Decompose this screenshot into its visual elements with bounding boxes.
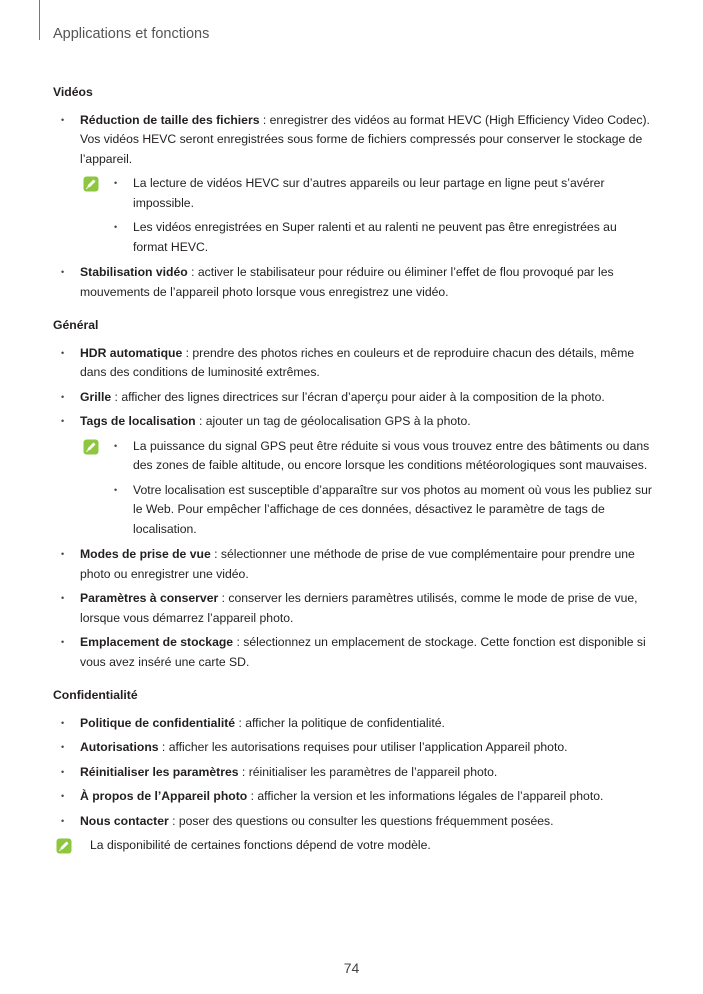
item-term: Stabilisation vidéo [80, 265, 188, 279]
list-item [53, 111, 653, 170]
item-desc: : ajouter un tag de géolocalisation GPS à la photo. [195, 414, 471, 428]
item-term: Modes de prise de vue [80, 547, 211, 561]
item-desc: : sélectionnez un emplacement de stockage. Cette fonction est disponible si vous avez inséré une carte SD. [80, 635, 646, 669]
item-desc: : afficher la version et les informations légales de l’appareil photo. [247, 789, 604, 803]
item-desc: : conserver les derniers paramètres utilisés, comme le mode de prise de vue, lorsque vous démarrez l’appareil photo. [80, 591, 638, 625]
videos-list [53, 111, 653, 170]
item-term: Emplacement de stockage [80, 635, 234, 649]
note-item: • La lecture de vidéos HEVC sur d’autres appareils ou leur partage en ligne peut s’avérer impossible. [106, 174, 653, 213]
item-desc: : enregistrer des vidéos au format HEVC (High Efficiency Video Codec). Vos vidéos HEVC seront enregistrées sous forme de fichiers compressés pour conserver le stockage de l’appareil. [80, 112, 650, 166]
list-item [53, 812, 653, 832]
videos-list-2 [53, 263, 653, 302]
main-content [53, 83, 653, 862]
note-box [53, 174, 653, 257]
list-item [53, 787, 653, 807]
item-term: Paramètres à conserver [80, 591, 219, 605]
list-item [53, 589, 653, 628]
note-item: • La puissance du signal GPS peut être réduite si vous vous trouvez entre des bâtiments ou dans des zones de faible altitude, ou encore lorsque les conditions météorologiques sont mauvaises. [106, 437, 653, 476]
note-box [53, 437, 653, 540]
list-item [53, 545, 653, 584]
list-item [53, 714, 653, 734]
general-list-2 [53, 545, 653, 672]
section-title-general: Général [53, 318, 99, 332]
item-term: Nous contacter [80, 813, 169, 828]
item-term: À propos de l’Appareil photo [80, 789, 248, 803]
item-desc: : activer le stabilisateur pour réduire ou éliminer l’effet de flou provoqué par les mouvements de l’appareil photo lorsque vous enregistrez une vidéo. [80, 265, 614, 299]
note-icon [56, 838, 72, 854]
note-icon [83, 176, 99, 192]
note-icon [83, 439, 99, 455]
list-item [53, 738, 653, 758]
footer-note-text: La disponibilité de certaines fonctions dépend de votre modèle. [90, 838, 431, 852]
item-desc: : réinitialiser les paramètres de l’appareil photo. [238, 764, 498, 779]
section-title-videos: Vidéos [53, 85, 93, 99]
page-header: Applications et fonctions [53, 26, 210, 42]
list-item [53, 263, 653, 302]
item-desc: : afficher des lignes directrices sur l’écran d’aperçu pour aider à la composition de la photo. [111, 389, 605, 404]
item-desc: : prendre des photos riches en couleurs et de reproduire chacun des détails, même dans des conditions de luminosité extrêmes. [80, 345, 635, 379]
note-list [106, 437, 653, 540]
footer-note [53, 836, 653, 856]
item-term: Grille [80, 389, 112, 404]
item-desc: : poser des questions ou consulter les questions fréquemment posées. [168, 813, 554, 828]
list-item [53, 633, 653, 672]
list-item [53, 763, 653, 783]
list-item [53, 412, 653, 432]
item-desc: : sélectionner une méthode de prise de vue complémentaire pour prendre une photo ou enregistrer une vidéo. [80, 547, 635, 581]
item-term: Réduction de taille des fichiers [80, 112, 260, 127]
general-list [53, 344, 653, 432]
privacy-list [53, 714, 653, 832]
note-item: • Votre localisation est susceptible d’apparaître sur vos photos au moment où vous les publiez sur le Web. Pour empêcher l’affichage de ces données, désactivez le paramètre de tags de localisation. [106, 481, 653, 540]
note-item: • Les vidéos enregistrées en Super ralenti et au ralenti ne peuvent pas être enregistrées au format HEVC. [106, 218, 653, 257]
item-term: Réinitialiser les paramètres [80, 764, 239, 779]
page-number: 74 [343, 960, 360, 976]
item-term: HDR automatique [80, 345, 183, 360]
item-term: Tags de localisation [80, 414, 196, 428]
list-item [53, 344, 653, 383]
item-term: Politique de confidentialité [80, 715, 236, 730]
item-desc: : afficher la politique de confidentialité. [235, 715, 445, 730]
header-rule [39, 0, 40, 40]
note-list [106, 174, 653, 257]
item-term: Autorisations [80, 740, 159, 754]
item-desc: : afficher les autorisations requises pour utiliser l’application Appareil photo. [158, 740, 568, 754]
list-item [53, 388, 653, 408]
section-title-privacy: Confidentialité [53, 688, 138, 702]
